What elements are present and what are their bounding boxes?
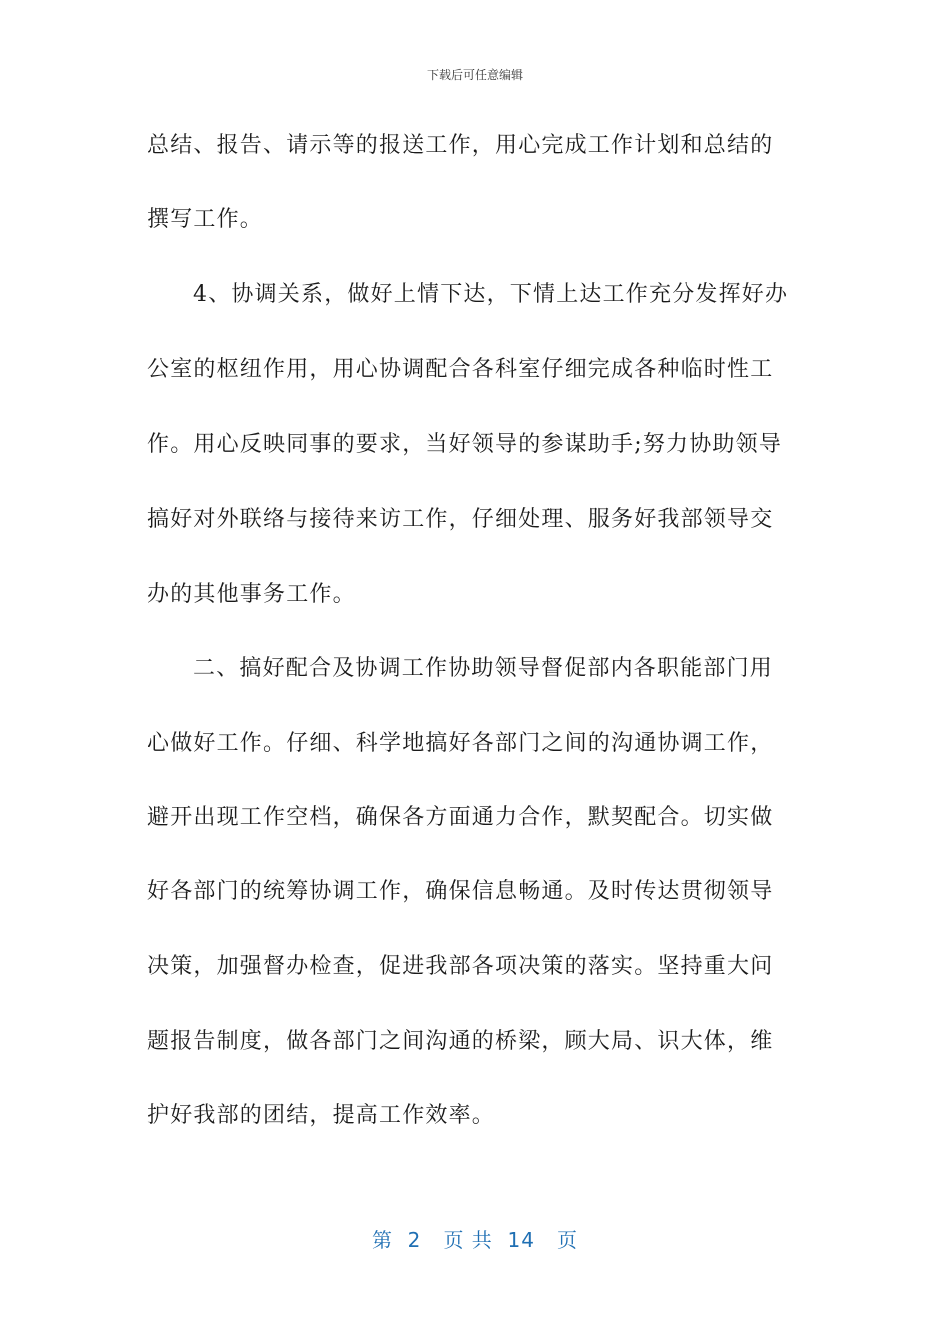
text-line-10: 避开出现工作空档，确保各方面通力合作，默契配合。切实做: [147, 805, 774, 830]
text-line-7: 办的其他事务工作。: [147, 582, 356, 607]
text-line-1: 总结、报告、请示等的报送工作，用心完成工作计划和总结的: [147, 133, 774, 158]
text-line-13: 题报告制度，做各部门之间沟通的桥梁，顾大局、识大体，维: [147, 1029, 774, 1054]
text-line-12: 决策，加强督办检查，促进我部各项决策的落实。坚持重大问: [147, 954, 774, 979]
text-line-11: 好各部门的统筹协调工作，确保信息畅通。及时传达贯彻领导: [147, 879, 774, 904]
text-line-5: 作。用心反映同事的要求，当好领导的参谋助手;努力协助领导: [147, 432, 783, 457]
page-header: 下载后可任意编辑: [426, 68, 523, 82]
paragraph-start-4: 4、协调关系，做好上情下达，下情上达工作充分发挥好办: [193, 282, 789, 307]
page-number-footer: 第 2 页 共 14 页: [371, 1228, 579, 1252]
paragraph-start-2: 二、搞好配合及协调工作协助领导督促部内各职能部门用: [193, 656, 774, 681]
text-line-9: 心做好工作。仔细、科学地搞好各部门之间的沟通协调工作，: [147, 731, 774, 756]
text-line-6: 搞好对外联络与接待来访工作，仔细处理、服务好我部领导交: [147, 507, 774, 532]
text-line-2: 撰写工作。: [147, 207, 264, 232]
text-line-4: 公室的枢纽作用，用心协调配合各科室仔细完成各种临时性工: [147, 357, 774, 382]
text-line-14: 护好我部的团结，提高工作效率。: [147, 1103, 496, 1128]
